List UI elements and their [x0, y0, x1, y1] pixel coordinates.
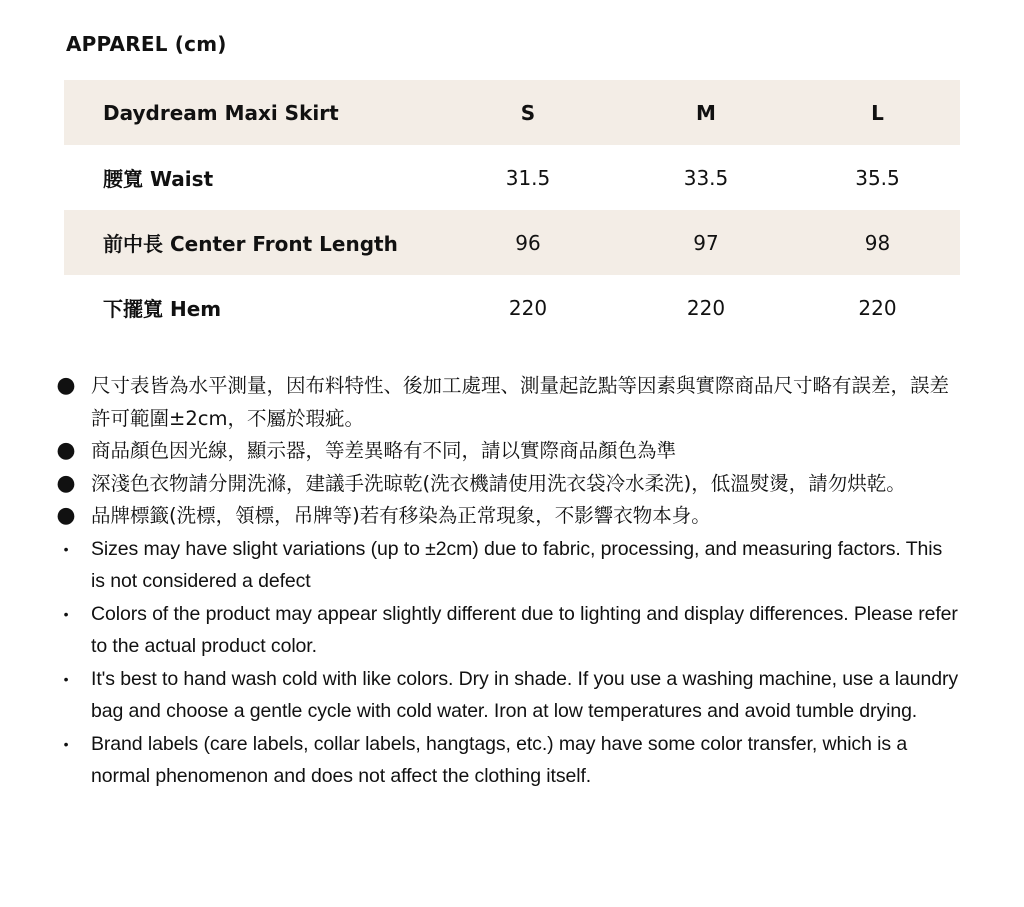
table-cell: 97 — [693, 230, 719, 255]
care-notes-list — [56, 370, 960, 793]
table-cell: 31.5 — [505, 165, 551, 190]
bullet-icon: • — [63, 670, 69, 687]
bullet-icon: • — [63, 735, 69, 752]
bullet-icon: ● — [56, 438, 76, 463]
row-label-hem: 下擺寬 Hem — [103, 297, 222, 321]
row-label-center-front-length: 前中長 Center Front Length — [103, 232, 398, 256]
bullet-icon: ● — [56, 373, 76, 398]
size-header-l: L — [871, 100, 884, 125]
table-cell: 220 — [508, 295, 548, 320]
table-row — [64, 275, 960, 340]
list-item — [56, 370, 960, 435]
table-cell: 98 — [864, 230, 891, 255]
size-header-s: S — [520, 100, 536, 125]
note-zh-washing: 深淺色衣物請分開洗滌，建議手洗晾乾(洗衣機請使用洗衣袋冷水柔洗)，低溫熨燙，請勿烘乾。 — [91, 471, 906, 495]
table-header-row — [64, 80, 960, 145]
note-en-measurement: Sizes may have slight variations (up to ±2cm) due to fabric, processing, and measuring factors. This is not considered a defect — [91, 537, 943, 592]
note-en-color: Colors of the product may appear slightly different due to lighting and display differences. Please refer to the actual product color. — [91, 602, 958, 657]
note-en-labels: Brand labels (care labels, collar labels, hangtags, etc.) may have some color transfer, which is a normal phenomenon and does not affect the clothing itself. — [91, 732, 908, 787]
bullet-icon: • — [63, 540, 69, 557]
table-row — [64, 145, 960, 210]
list-item — [56, 598, 960, 663]
row-label-waist: 腰寬 Waist — [103, 167, 214, 191]
bullet-icon: • — [63, 605, 69, 622]
size-header-m: M — [696, 100, 716, 125]
page-title: APPAREL (cm) — [66, 32, 227, 56]
table-cell: 35.5 — [855, 165, 900, 190]
list-item — [56, 468, 960, 501]
list-item — [56, 663, 960, 728]
list-item — [56, 533, 960, 598]
table-cell: 96 — [515, 230, 541, 255]
table-row — [64, 210, 960, 275]
list-item — [56, 435, 960, 468]
list-item — [56, 500, 960, 533]
note-zh-measurement: 尺寸表皆為水平測量，因布料特性、後加工處理、測量起訖點等因素與實際商品尺寸略有誤差，誤差許可範圍±2cm，不屬於瑕疵。 — [91, 374, 950, 430]
list-item — [56, 728, 960, 793]
note-en-washing: It's best to hand wash cold with like colors. Dry in shade. If you use a washing machine, use a laundry bag and choose a gentle cycle with cold water. Iron at low temperatures and avoid tumble drying. — [91, 667, 959, 722]
note-zh-labels: 品牌標籤(洗標，領標，吊牌等)若有移染為正常現象，不影響衣物本身。 — [91, 504, 711, 527]
bullet-icon: ● — [56, 470, 76, 496]
product-name: Daydream Maxi Skirt — [103, 100, 339, 125]
table-cell: 33.5 — [683, 165, 729, 190]
note-zh-color: 商品顏色因光線，顯示器，等差異略有不同，請以實際商品顏色為準 — [91, 439, 677, 462]
table-cell: 220 — [686, 295, 726, 320]
table-cell: 220 — [858, 295, 897, 320]
bullet-icon: ● — [56, 503, 76, 528]
size-chart-table — [64, 80, 960, 340]
